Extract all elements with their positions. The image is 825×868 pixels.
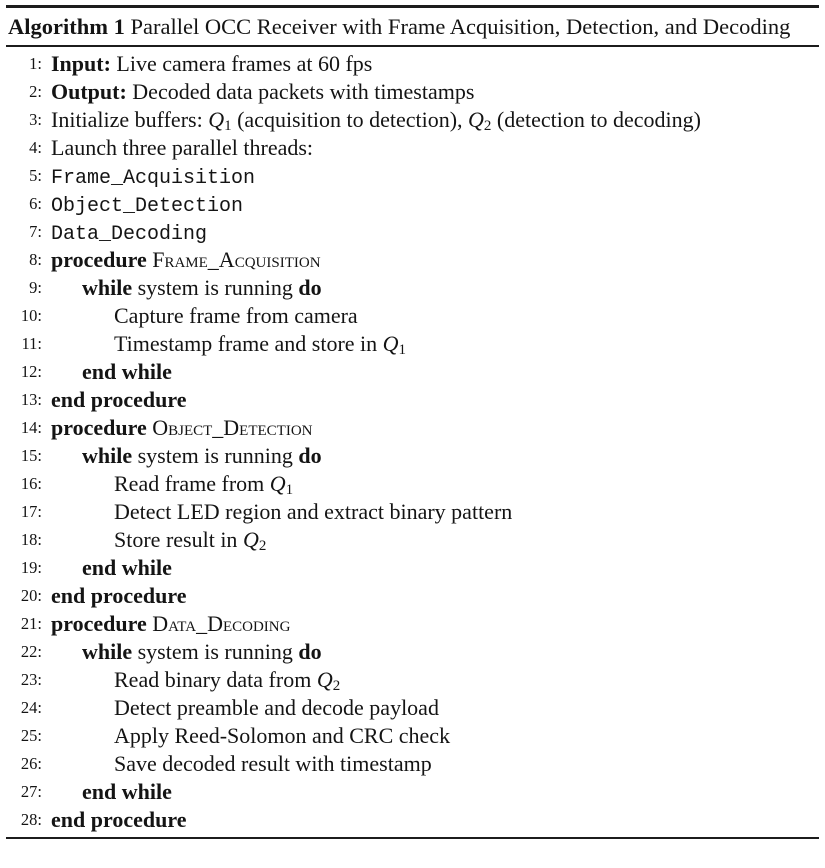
keyword-text: procedure (51, 415, 153, 440)
line-content (51, 330, 406, 358)
line-number: 11: (21, 334, 42, 353)
statement-text: system is running (137, 443, 299, 468)
line-content (51, 442, 322, 470)
line-number: 28: (20, 810, 42, 829)
math-subscript: 2 (332, 678, 341, 694)
thread-name-text: Data_Decoding (51, 223, 208, 246)
line-number: 25: (20, 726, 42, 745)
keyword-text: end procedure (51, 583, 187, 608)
algorithm-number-label: Algorithm 1 (8, 14, 125, 39)
algorithm-line (6, 414, 819, 442)
bottom-rule (6, 837, 819, 839)
line-content (51, 722, 450, 750)
line-number: 14: (20, 418, 42, 437)
line-content (51, 134, 313, 162)
math-subscript: 2 (258, 538, 267, 554)
statement-text: Apply Reed-Solomon and CRC check (114, 723, 451, 748)
statement-text: Save decoded result with timestamp (114, 751, 432, 776)
line-content (51, 414, 313, 442)
keyword-text: end while (82, 779, 172, 804)
line-number: 19: (20, 558, 42, 577)
keyword-text: while (82, 275, 138, 300)
line-content (51, 190, 243, 218)
line-number: 23: (20, 670, 42, 689)
line-content (51, 666, 340, 694)
thread-name-text: Frame_Acquisition (51, 167, 256, 190)
statement-text: (detection to decoding) (491, 107, 701, 132)
keyword-text: while (82, 443, 138, 468)
line-number: 17: (20, 502, 42, 521)
algorithm-header (6, 8, 819, 45)
line-content (51, 582, 186, 610)
algorithm-line (6, 246, 819, 274)
algorithm-line (6, 638, 819, 666)
line-number: 10: (20, 306, 42, 325)
line-content (51, 50, 372, 78)
line-content (51, 778, 172, 806)
math-symbol: Q (468, 107, 484, 132)
math-symbol: Q (208, 107, 225, 132)
line-content (51, 274, 322, 302)
math-symbol: Q (269, 471, 286, 496)
algorithm-line (6, 778, 819, 806)
line-number: 15: (20, 446, 42, 465)
algorithm-line (6, 78, 819, 106)
statement-text: system is running (137, 275, 299, 300)
statement-text: Launch three parallel threads: (51, 135, 314, 160)
keyword-text: Output: (51, 79, 127, 104)
line-number: 1: (29, 54, 42, 73)
keyword-text: procedure (51, 611, 153, 636)
keyword-text: Input: (51, 51, 111, 76)
line-number: 26: (20, 754, 42, 773)
line-number: 27: (20, 782, 42, 801)
statement-text: Detect LED region and extract binary pattern (114, 499, 513, 524)
math-subscript: 1 (224, 118, 232, 134)
statement-text: Initialize buffers: (51, 107, 209, 132)
statement-text: Detect preamble and decode payload (114, 695, 439, 720)
line-number: 8: (29, 250, 42, 269)
keyword-text: do (298, 639, 322, 664)
algorithm-line (6, 582, 819, 610)
keyword-text: do (298, 275, 322, 300)
math-subscript: 2 (483, 118, 492, 134)
line-content (51, 554, 172, 582)
line-content (51, 470, 293, 498)
line-number: 20: (20, 586, 42, 605)
thread-name-text: Object_Detection (51, 195, 244, 218)
algorithm-line (6, 526, 819, 554)
line-number: 3: (29, 110, 42, 129)
keyword-text: do (298, 443, 322, 468)
line-content (51, 246, 321, 274)
line-content (51, 526, 266, 554)
statement-text: system is running (137, 639, 299, 664)
algorithm-line (6, 498, 819, 526)
line-number: 12: (20, 362, 42, 381)
line-content (51, 106, 701, 134)
line-content (51, 694, 439, 722)
statement-text: Timestamp frame and store in (114, 331, 383, 356)
algorithm-line (6, 358, 819, 386)
algorithm-block (6, 0, 819, 839)
statement-text: (acquisition to detection), (231, 107, 469, 132)
line-content (51, 302, 358, 330)
statement-text: Read binary data from (114, 667, 317, 692)
line-number: 7: (29, 222, 42, 241)
algorithm-line (6, 330, 819, 358)
line-number: 6: (29, 194, 42, 213)
algorithm-line (6, 610, 819, 638)
algorithm-line (6, 302, 819, 330)
math-symbol: Q (316, 667, 333, 692)
line-content (51, 218, 207, 246)
line-number: 5: (29, 166, 42, 185)
keyword-text: end while (82, 555, 172, 580)
line-number: 13: (20, 390, 42, 409)
statement-text: Live camera frames at 60 fps (110, 51, 373, 76)
algorithm-line (6, 554, 819, 582)
algorithm-line (6, 134, 819, 162)
line-number: 16: (20, 474, 42, 493)
algorithm-line (6, 666, 819, 694)
statement-text: Decoded data packets with timestamps (126, 79, 475, 104)
statement-text: Capture frame from camera (114, 303, 358, 328)
line-content (51, 78, 474, 106)
algorithm-line (6, 106, 819, 134)
algorithm-body (6, 47, 819, 834)
line-number: 4: (29, 138, 42, 157)
algorithm-line (6, 386, 819, 414)
algorithm-line (6, 722, 819, 750)
statement-text: Read frame from (114, 471, 270, 496)
algorithm-line (6, 162, 819, 190)
procedure-name-text: Object_Detection (152, 415, 313, 440)
math-subscript: 1 (285, 482, 294, 498)
procedure-name-text: Data_Decoding (152, 611, 291, 636)
line-content (51, 806, 186, 834)
line-content (51, 162, 255, 190)
math-symbol: Q (242, 527, 259, 552)
algorithm-line (6, 50, 819, 78)
line-number: 21: (20, 614, 42, 633)
keyword-text: end procedure (51, 807, 187, 832)
algorithm-line (6, 694, 819, 722)
line-content (51, 750, 432, 778)
line-number: 2: (29, 82, 42, 101)
keyword-text: procedure (51, 247, 153, 272)
keyword-text: while (82, 639, 138, 664)
statement-text: Store result in (114, 527, 243, 552)
algorithm-line (6, 442, 819, 470)
line-content (51, 386, 186, 414)
algorithm-line (6, 470, 819, 498)
line-number: 9: (29, 278, 42, 297)
math-symbol: Q (382, 331, 399, 356)
algorithm-line (6, 274, 819, 302)
keyword-text: end while (82, 359, 172, 384)
keyword-text: end procedure (51, 387, 187, 412)
algorithm-line (6, 190, 819, 218)
line-number: 18: (20, 530, 42, 549)
line-content (51, 358, 172, 386)
algorithm-title: Parallel OCC Receiver with Frame Acquisition, Detection, and Decoding (130, 14, 791, 39)
algorithm-line (6, 218, 819, 246)
line-content (51, 498, 512, 526)
procedure-name-text: Frame_Acquisition (152, 247, 321, 272)
line-content (51, 638, 322, 666)
algorithm-line (6, 750, 819, 778)
line-number: 22: (20, 642, 42, 661)
algorithm-line (6, 806, 819, 834)
math-subscript: 1 (398, 342, 407, 358)
line-number: 24: (20, 698, 42, 717)
line-content (51, 610, 290, 638)
